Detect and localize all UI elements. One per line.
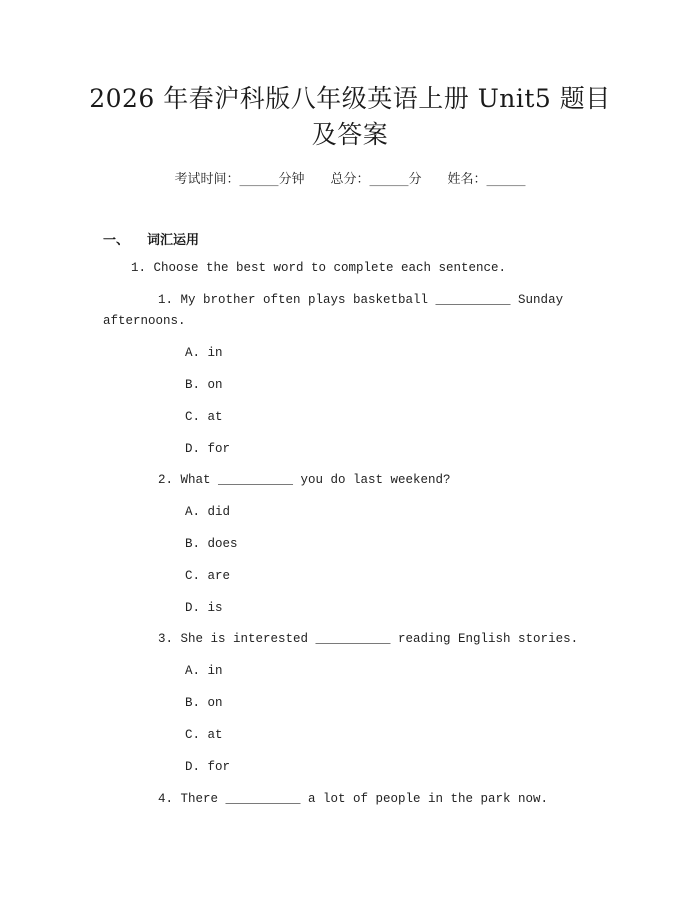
score-unit: 分	[408, 172, 422, 187]
document-title-line-1: 2026 年春沪科版八年级英语上册 Unit5 题目	[89, 84, 611, 113]
question-2-option-d: D. is	[185, 601, 223, 615]
question-1-stem: 1. My brother often plays basketball __________ Sunday	[158, 293, 564, 307]
question-2-option-a: A. did	[185, 505, 231, 519]
document-title-line-2: 及答案	[311, 120, 389, 149]
question-1-stem-continued: afternoons.	[103, 314, 186, 328]
question-3-option-b: B. on	[185, 696, 223, 710]
time-label: 考试时间：	[174, 172, 240, 187]
score-label: 总分：	[330, 172, 370, 187]
question-2-option-c: C. are	[185, 569, 231, 583]
section-number: 一、	[103, 233, 130, 248]
score-blank: ______	[369, 172, 409, 187]
question-3-stem: 3. She is interested __________ reading English stories.	[158, 632, 579, 646]
time-blank: ______	[239, 172, 279, 187]
question-1-option-a: A. in	[185, 346, 223, 360]
question-1-option-d: D. for	[185, 442, 231, 456]
question-1-option-b: B. on	[185, 378, 223, 392]
instruction-text: 1. Choose the best word to complete each sentence.	[131, 261, 507, 275]
name-blank: ______	[486, 172, 526, 187]
question-3-option-c: C. at	[185, 728, 223, 742]
exam-meta	[0, 168, 700, 187]
name-label: 姓名：	[447, 172, 487, 187]
question-1-option-c: C. at	[185, 410, 223, 424]
question-4-stem: 4. There __________ a lot of people in the park now.	[158, 792, 549, 806]
question-2-stem: 2. What __________ you do last weekend?	[158, 473, 451, 487]
question-2-option-b: B. does	[185, 537, 238, 551]
question-3-option-d: D. for	[185, 760, 231, 774]
section-title: 词汇运用	[147, 233, 200, 248]
time-unit: 分钟	[278, 172, 305, 187]
question-3-option-a: A. in	[185, 664, 223, 678]
section-heading	[103, 229, 199, 248]
